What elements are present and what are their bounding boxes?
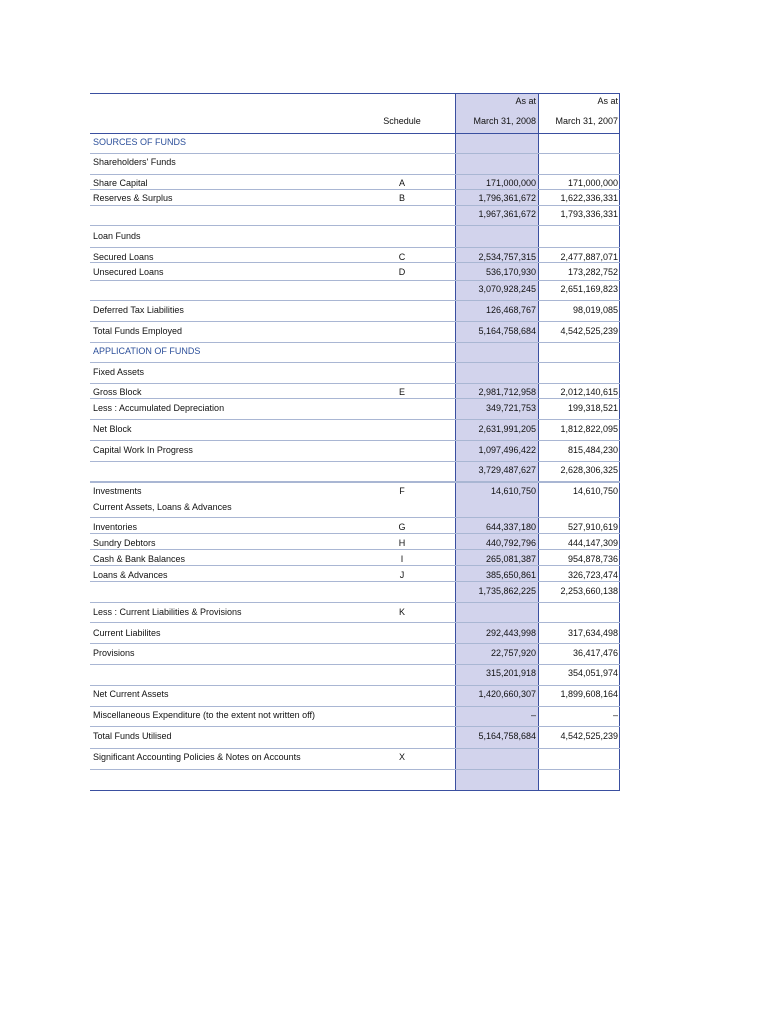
row-value-2008: 644,337,180	[485, 522, 536, 532]
schedule-column-header: Schedule	[383, 116, 421, 126]
row-separator	[90, 706, 620, 707]
row-label: Provisions	[93, 648, 135, 658]
row-label: Capital Work In Progress	[93, 445, 193, 455]
row-value-2008: 292,443,998	[485, 628, 536, 638]
row-separator	[90, 565, 620, 566]
col-2008-header-line1: As at	[515, 96, 536, 106]
row-value-2007: 317,634,498	[567, 628, 618, 638]
row-label: Total Funds Utilised	[93, 731, 172, 741]
row-separator	[90, 440, 620, 441]
row-value-2007: 354,051,974	[567, 668, 618, 678]
row-value-2008: 1,967,361,672	[478, 209, 536, 219]
row-separator	[90, 321, 620, 322]
header-bottom-border	[90, 133, 620, 134]
col-2007-header-line1: As at	[597, 96, 618, 106]
row-separator	[90, 517, 620, 518]
col-2008-header-line2: March 31, 2008	[473, 116, 536, 126]
row-value-2008: 1,735,862,225	[478, 586, 536, 596]
row-value-2007: 2,628,306,325	[560, 465, 618, 475]
row-label: Cash & Bank Balances	[93, 554, 186, 564]
row-separator	[90, 622, 620, 623]
row-label: Loans & Advances	[93, 570, 168, 580]
row-value-2007: 199,318,521	[567, 403, 618, 413]
section-heading: SOURCES OF FUNDS	[93, 137, 187, 147]
row-separator	[90, 189, 620, 190]
section-heading: APPLICATION OF FUNDS	[93, 346, 201, 356]
row-value-2008: –	[530, 710, 536, 720]
row-separator	[90, 748, 620, 749]
row-value-2008: 2,981,712,958	[478, 387, 536, 397]
row-value-2008: 3,729,487,627	[478, 465, 536, 475]
row-separator	[90, 300, 620, 301]
row-separator	[90, 602, 620, 603]
row-label: Miscellaneous Expenditure (to the extent not written off)	[93, 710, 315, 720]
row-label: Secured Loans	[93, 252, 154, 262]
row-value-2008: 440,792,796	[485, 538, 536, 548]
row-label: Reserves & Surplus	[93, 193, 173, 203]
row-value-2008: 385,650,861	[485, 570, 536, 580]
row-schedule: K	[398, 607, 405, 617]
row-separator	[90, 419, 620, 420]
row-label: Significant Accounting Policies & Notes on Accounts	[93, 752, 301, 762]
row-value-2007: 2,253,660,138	[560, 586, 618, 596]
row-value-2008: 349,721,753	[485, 403, 536, 413]
row-separator	[90, 153, 620, 154]
row-value-2008: 5,164,758,684	[478, 731, 536, 741]
row-label: Shareholders' Funds	[93, 157, 176, 167]
row-value-2007: 4,542,525,239	[560, 326, 618, 336]
row-value-2007: 444,147,309	[567, 538, 618, 548]
row-label: Unsecured Loans	[93, 267, 164, 277]
row-value-2007: 954,878,736	[567, 554, 618, 564]
row-label: Loan Funds	[93, 231, 141, 241]
row-value-2007: 815,484,230	[567, 445, 618, 455]
row-value-2008: 265,081,387	[485, 554, 536, 564]
row-value-2007: 2,012,140,615	[560, 387, 618, 397]
row-label: Net Block	[93, 424, 132, 434]
row-label: Current Assets, Loans & Advances	[93, 502, 232, 512]
row-schedule: A	[398, 178, 405, 188]
row-label: Share Capital	[93, 178, 148, 188]
row-schedule: H	[398, 538, 406, 548]
row-label: Gross Block	[93, 387, 142, 397]
row-schedule: I	[400, 554, 404, 564]
col-2007-header-line2: March 31, 2007	[555, 116, 618, 126]
row-separator	[90, 225, 620, 226]
row-value-2007: 1,899,608,164	[560, 689, 618, 699]
row-separator	[90, 280, 620, 281]
row-schedule: C	[398, 252, 406, 262]
row-label: Deferred Tax Liabilities	[93, 305, 184, 315]
row-value-2008: 1,420,660,307	[478, 689, 536, 699]
row-label: Fixed Assets	[93, 367, 145, 377]
table-top-border	[90, 93, 620, 94]
row-value-2007: 14,610,750	[572, 486, 618, 496]
row-separator	[90, 383, 620, 384]
row-value-2008: 536,170,930	[485, 267, 536, 277]
row-value-2007: 173,282,752	[567, 267, 618, 277]
row-value-2008: 14,610,750	[490, 486, 536, 496]
row-label: Inventories	[93, 522, 138, 532]
row-value-2008: 126,468,767	[485, 305, 536, 315]
row-label: Net Current Assets	[93, 689, 169, 699]
row-value-2008: 3,070,928,245	[478, 284, 536, 294]
row-value-2008: 22,757,920	[490, 648, 536, 658]
row-schedule: F	[399, 486, 405, 496]
row-value-2008: 1,097,496,422	[478, 445, 536, 455]
row-label: Total Funds Employed	[93, 326, 183, 336]
row-separator	[90, 205, 620, 206]
row-value-2007: 171,000,000	[567, 178, 618, 188]
row-separator	[90, 342, 620, 343]
row-value-2008: 2,534,757,315	[478, 252, 536, 262]
row-separator	[90, 726, 620, 727]
row-separator	[90, 461, 620, 462]
row-value-2007: 2,477,887,071	[560, 252, 618, 262]
row-value-2008: 1,796,361,672	[478, 193, 536, 203]
row-separator	[90, 398, 620, 399]
row-value-2008: 315,201,918	[485, 668, 536, 678]
row-separator	[90, 533, 620, 534]
row-schedule: B	[398, 193, 405, 203]
row-separator	[90, 262, 620, 263]
row-separator	[90, 664, 620, 665]
row-separator	[90, 685, 620, 686]
table-bottom-border	[90, 790, 620, 791]
row-label: Investments	[93, 486, 142, 496]
row-value-2008: 171,000,000	[485, 178, 536, 188]
row-label: Less : Current Liabilities & Provisions	[93, 607, 242, 617]
row-separator	[90, 362, 620, 363]
row-separator	[90, 549, 620, 550]
row-value-2007: 1,812,822,095	[560, 424, 618, 434]
row-separator	[90, 174, 620, 175]
row-separator	[90, 247, 620, 248]
row-value-2007: 2,651,169,823	[560, 284, 618, 294]
row-separator	[90, 581, 620, 582]
row-value-2007: 4,542,525,239	[560, 731, 618, 741]
row-schedule: J	[399, 570, 405, 580]
row-label: Sundry Debtors	[93, 538, 156, 548]
row-schedule: E	[398, 387, 405, 397]
row-schedule: G	[398, 522, 406, 532]
row-separator	[90, 482, 620, 483]
row-separator	[90, 769, 620, 770]
row-label: Less : Accumulated Depreciation	[93, 403, 225, 413]
row-label: Current Liabilites	[93, 628, 161, 638]
row-value-2007: 1,793,336,331	[560, 209, 618, 219]
row-value-2007: 1,622,336,331	[560, 193, 618, 203]
row-schedule: X	[398, 752, 405, 762]
row-value-2007: 527,910,619	[567, 522, 618, 532]
row-value-2007: –	[612, 710, 618, 720]
row-value-2007: 98,019,085	[572, 305, 618, 315]
row-separator	[90, 643, 620, 644]
row-schedule: D	[398, 267, 406, 277]
row-value-2008: 5,164,758,684	[478, 326, 536, 336]
row-value-2008: 2,631,991,205	[478, 424, 536, 434]
row-value-2007: 36,417,476	[572, 648, 618, 658]
row-value-2007: 326,723,474	[567, 570, 618, 580]
